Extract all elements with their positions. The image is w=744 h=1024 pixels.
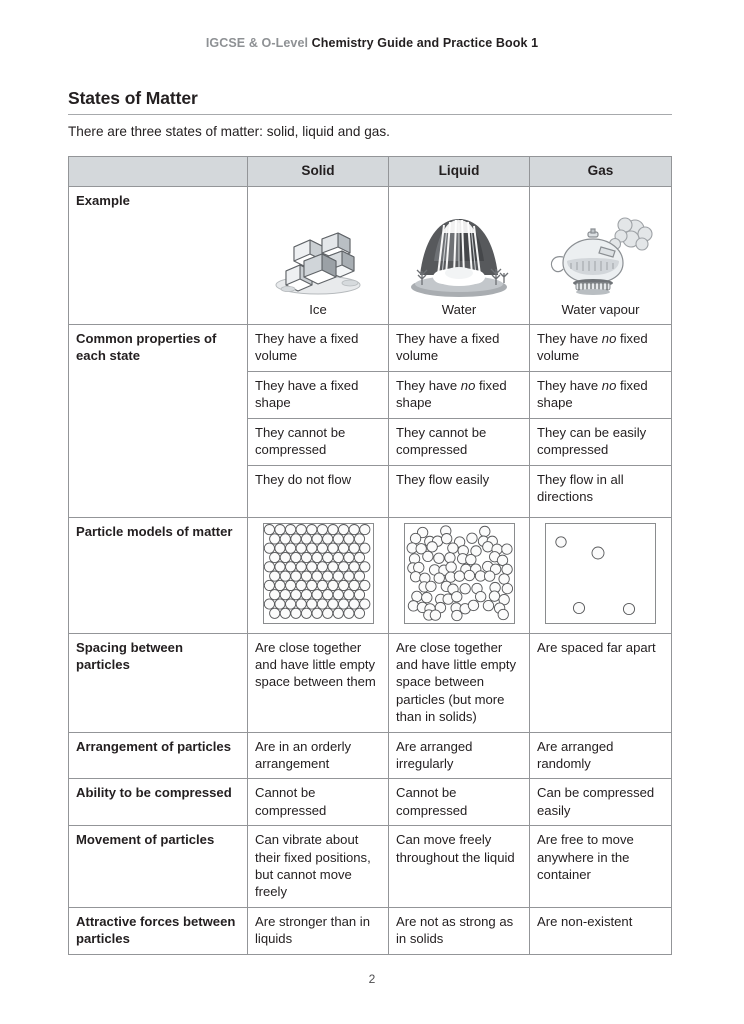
table-row <box>69 517 672 633</box>
arrangement-solid: Are in an orderly arrangement <box>248 732 389 779</box>
table-header-row <box>69 157 672 187</box>
running-head-prefix: IGCSE & O-Level <box>205 36 309 50</box>
common-prop-2-gas <box>530 371 672 418</box>
example-caption-gas: Water vapour <box>561 301 640 317</box>
common-prop-2-solid <box>248 371 389 418</box>
row-label-attractive-forces: Attractive forces between particles <box>69 907 248 954</box>
common-prop-1-liquid <box>389 325 530 372</box>
example-caption-liquid: Water <box>441 301 477 317</box>
table-row <box>69 633 672 732</box>
header-cell-gas: Gas <box>530 157 672 187</box>
attractive-forces-solid: Are stronger than in liquids <box>248 907 389 954</box>
table-row <box>69 187 672 325</box>
text: fixed shape <box>537 377 648 411</box>
common-prop-1-gas <box>530 325 672 372</box>
row-label-particle-models: Particle models of matter <box>69 517 248 633</box>
header-cell-solid: Solid <box>248 157 389 187</box>
page-number: 2 <box>368 972 376 986</box>
steaming-kettle-illustration <box>543 217 659 299</box>
text: They do not flow <box>255 471 352 487</box>
row-label-example: Example <box>69 187 248 325</box>
arrangement-gas: Are arranged randomly <box>530 732 672 779</box>
movement-gas: Are free to move anywhere in the container <box>530 826 672 908</box>
compressibility-gas: Can be compressed easily <box>530 779 672 826</box>
table-row <box>69 732 672 779</box>
text: They cannot be compressed <box>396 424 487 458</box>
intro-paragraph: There are three states of matter: solid, liquid and gas. <box>68 124 390 139</box>
states-of-matter-table <box>68 156 672 955</box>
example-cell-solid <box>248 187 389 325</box>
movement-solid: Can vibrate about their fixed positions, but cannot move freely <box>248 826 389 908</box>
emphasis: no <box>601 377 617 393</box>
common-prop-3-solid <box>248 418 389 465</box>
spacing-liquid: Are close together and have little empty space between particles (but more than in solids) <box>389 633 530 732</box>
row-label-common-properties: Common properties of each state <box>69 325 248 517</box>
text: They have <box>396 377 461 393</box>
text: They have a fixed volume <box>255 331 359 364</box>
example-cell-liquid <box>389 187 530 325</box>
emphasis: no <box>460 377 476 393</box>
table-row <box>69 779 672 826</box>
header-cell-blank <box>69 157 248 187</box>
example-cell-gas <box>530 187 672 325</box>
text: They have <box>537 377 602 393</box>
running-head-title: Chemistry Guide and Practice Book 1 <box>311 36 539 50</box>
row-label-spacing: Spacing between particles <box>69 633 248 732</box>
movement-liquid: Can move freely throughout the liquid <box>389 826 530 908</box>
row-label-compressibility: Ability to be compressed <box>69 779 248 826</box>
text: fixed shape <box>396 377 507 411</box>
states-of-matter-table-wrap <box>68 156 671 955</box>
spacing-solid: Are close together and have little empty space between them <box>248 633 389 732</box>
table-row <box>69 907 672 954</box>
table-row <box>69 826 672 908</box>
example-caption-solid: Ice <box>309 301 327 317</box>
running-head <box>0 36 744 50</box>
particle-cell-solid <box>248 517 389 633</box>
particle-cell-gas <box>530 517 672 633</box>
emphasis: no <box>601 331 617 347</box>
text: They have <box>537 331 602 347</box>
common-prop-2-liquid <box>389 371 530 418</box>
text: fixed volume <box>537 331 648 364</box>
text: They can be easily compressed <box>537 424 647 458</box>
common-prop-3-gas <box>530 418 672 465</box>
table-row <box>69 325 672 372</box>
arrangement-liquid: Are arranged irregularly <box>389 732 530 779</box>
attractive-forces-liquid: Are not as strong as in solids <box>389 907 530 954</box>
particle-cell-liquid <box>389 517 530 633</box>
text: They cannot be compressed <box>255 424 346 458</box>
compressibility-solid: Cannot be compressed <box>248 779 389 826</box>
row-label-arrangement: Arrangement of particles <box>69 732 248 779</box>
ice-cubes-illustration <box>266 221 370 299</box>
common-prop-4-solid <box>248 465 389 517</box>
row-label-movement: Movement of particles <box>69 826 248 908</box>
text: They flow in all directions <box>537 471 624 504</box>
spacing-gas: Are spaced far apart <box>530 633 672 732</box>
text: They flow easily <box>396 471 490 487</box>
liquid-particle-model <box>404 523 515 624</box>
page-title: States of Matter <box>68 88 672 115</box>
common-prop-1-solid <box>248 325 389 372</box>
header-cell-liquid: Liquid <box>389 157 530 187</box>
text: They have a fixed shape <box>255 377 359 411</box>
attractive-forces-gas: Are non-existent <box>530 907 672 954</box>
waterfall-illustration <box>404 217 514 299</box>
common-prop-4-gas <box>530 465 672 517</box>
gas-particle-model <box>545 523 656 624</box>
text: They have a fixed volume <box>396 331 500 364</box>
common-prop-4-liquid <box>389 465 530 517</box>
common-prop-3-liquid <box>389 418 530 465</box>
solid-particle-model <box>263 523 374 624</box>
compressibility-liquid: Cannot be compressed <box>389 779 530 826</box>
